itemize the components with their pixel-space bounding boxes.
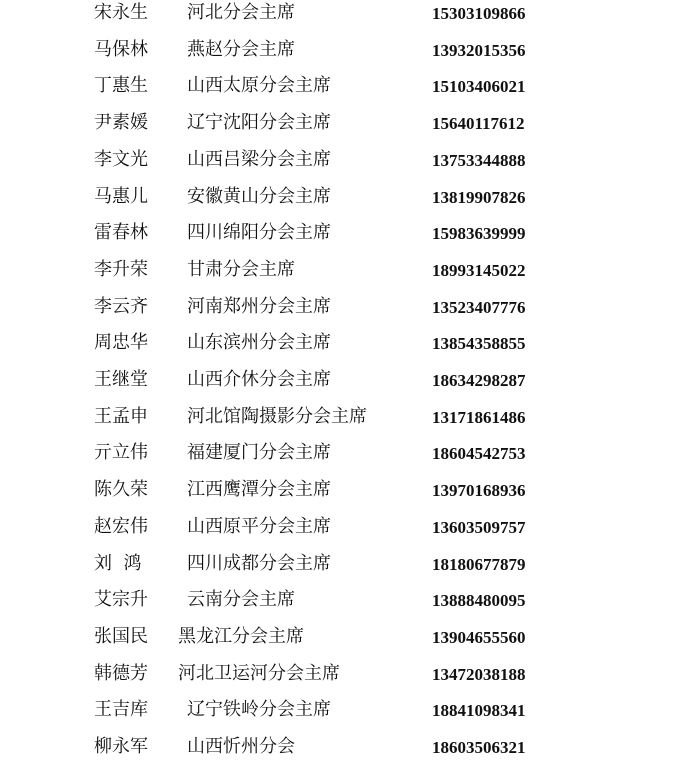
person-name: 张国民	[94, 625, 148, 647]
list-item	[0, 661, 700, 697]
branch-title: 江西鹰潭分会主席	[187, 479, 331, 501]
phone-number: 18604542753	[432, 444, 526, 464]
branch-title: 甘肃分会主席	[187, 258, 295, 280]
person-name: 李文光	[94, 148, 148, 170]
phone-number: 18634298287	[432, 371, 526, 390]
person-name: 雷春林	[94, 222, 148, 244]
list-item	[0, 734, 700, 770]
phone-number: 13819907826	[432, 187, 526, 207]
person-name: 王孟申	[94, 405, 148, 427]
list-item	[0, 440, 700, 476]
phone-number: 13932015356	[432, 40, 526, 60]
phone-number: 15640117612	[432, 114, 525, 134]
list-item	[0, 514, 700, 550]
branch-title: 山西介休分会主席	[187, 369, 331, 390]
list-item	[0, 330, 700, 366]
person-name: 陈久荣	[94, 479, 148, 501]
person-name: 王吉库	[94, 699, 148, 721]
phone-number: 18603506321	[432, 738, 526, 757]
branch-title: 四川成都分会主席	[187, 552, 331, 574]
branch-title: 山西忻州分会	[187, 736, 295, 757]
phone-number: 18841098341	[432, 701, 526, 721]
person-name: 李云齐	[94, 295, 148, 317]
branch-title: 山东滨州分会主席	[187, 332, 331, 354]
person-name: 王继堂	[94, 369, 148, 390]
branch-title: 河北分会主席	[187, 2, 295, 23]
list-item	[0, 587, 700, 623]
branch-title: 安徽黄山分会主席	[187, 185, 331, 207]
phone-number: 13904655560	[432, 627, 526, 647]
phone-number: 13854358855	[432, 334, 526, 354]
branch-title: 辽宁铁岭分会主席	[187, 699, 331, 721]
phone-number: 15983639999	[432, 224, 526, 244]
phone-number: 18180677879	[432, 554, 526, 574]
person-name: 李升荣	[94, 258, 148, 280]
branch-title: 山西原平分会主席	[187, 515, 331, 537]
phone-number: 13171861486	[432, 407, 526, 427]
list-item	[0, 697, 700, 733]
list-item	[0, 624, 700, 660]
list-item	[0, 37, 700, 73]
branch-title: 河北卫运河分会主席	[178, 662, 340, 684]
phone-number: 13888480095	[432, 591, 526, 611]
person-name: 柳永军	[94, 736, 148, 757]
branch-title: 燕赵分会主席	[187, 38, 295, 60]
branch-title: 山西太原分会主席	[187, 75, 331, 97]
list-item	[0, 404, 700, 440]
person-name: 周忠华	[94, 332, 148, 354]
branch-title: 河北馆陶摄影分会主席	[187, 405, 367, 427]
list-item	[0, 477, 700, 513]
branch-title: 山西吕梁分会主席	[187, 148, 331, 170]
person-name: 赵宏伟	[94, 515, 148, 537]
list-item	[0, 220, 700, 256]
branch-title: 辽宁沈阳分会主席	[187, 112, 331, 134]
person-name: 亓立伟	[94, 442, 148, 464]
list-item	[0, 110, 700, 146]
list-item	[0, 367, 700, 403]
phone-number: 15303109866	[432, 4, 526, 23]
person-name: 宋永生	[94, 2, 148, 23]
person-name: 尹素媛	[94, 112, 148, 134]
list-item	[0, 73, 700, 109]
phone-number: 13472038188	[432, 664, 526, 684]
list-item	[0, 147, 700, 183]
list-item	[0, 257, 700, 293]
list-item	[0, 184, 700, 220]
person-name: 刘 鸿	[94, 552, 142, 574]
person-name: 马保林	[94, 38, 148, 60]
phone-number: 15103406021	[432, 77, 526, 97]
branch-title: 福建厦门分会主席	[187, 442, 331, 464]
branch-title: 河南郑州分会主席	[187, 295, 331, 317]
phone-number: 18993145022	[432, 260, 526, 280]
list-item	[0, 551, 700, 587]
person-name: 艾宗升	[94, 589, 148, 611]
branch-title: 云南分会主席	[187, 589, 295, 611]
branch-title: 黑龙江分会主席	[178, 625, 304, 647]
person-name: 韩德芳	[94, 662, 148, 684]
phone-number: 13753344888	[432, 150, 526, 170]
phone-number: 13603509757	[432, 517, 526, 537]
person-name: 丁惠生	[94, 75, 148, 97]
person-name: 马惠儿	[94, 185, 148, 207]
phone-number: 13970168936	[432, 481, 526, 501]
branch-title: 四川绵阳分会主席	[187, 222, 331, 244]
list-item	[0, 294, 700, 330]
list-item	[0, 0, 700, 36]
phone-number: 13523407776	[432, 297, 526, 317]
